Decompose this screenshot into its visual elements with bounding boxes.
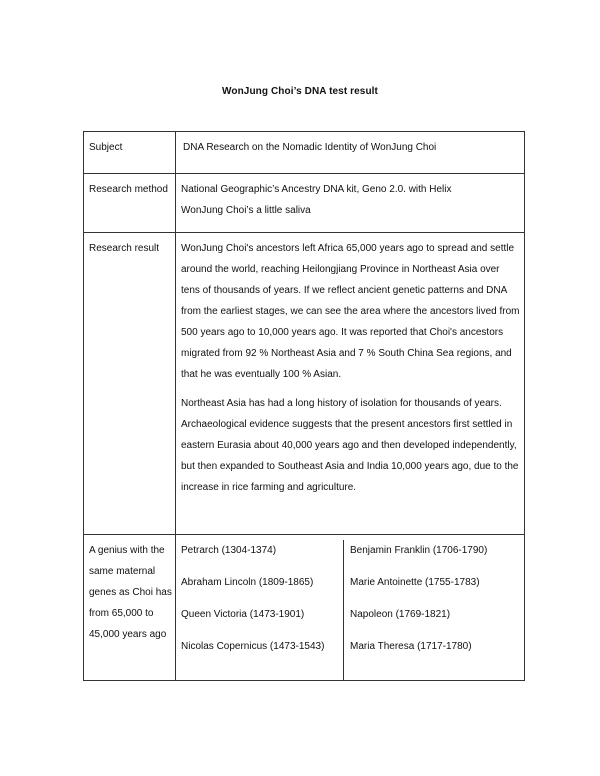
genius-column-right (344, 540, 524, 680)
genius-column-left (176, 540, 344, 680)
row-subject (84, 132, 525, 174)
document-title: WonJung Choi’s DNA test result (222, 86, 378, 97)
research-method-value (176, 174, 525, 233)
method-line-1: National Geographic’s Ancestry DNA kit, Geno 2.0. with Helix (181, 184, 452, 195)
genius-item: Benjamin Franklin (1706-1790) (350, 545, 488, 556)
genius-item: Maria Theresa (1717-1780) (350, 641, 472, 652)
genius-item: Abraham Lincoln (1809-1865) (181, 577, 314, 588)
genius-item: Marie Antoinette (1755-1783) (350, 577, 480, 588)
method-line-2: WonJung Choi’s a little saliva (181, 205, 311, 216)
dna-result-table (83, 131, 525, 681)
research-method-label: Research method (84, 174, 176, 233)
genius-label: A genius with the same maternal genes as Choi has from 65,000 to 45,000 years ago (84, 535, 176, 681)
result-paragraph-2: Northeast Asia has had a long history of isolation for thousands of years. Archaeological evidence suggests that the present ancestors first settled in eastern Eurasia about 40,000 years ago and then developed independently, but then expanded to Southeast Asia and India 10,000 years ago, due to the increase in rice farming and agriculture. (181, 398, 519, 493)
subject-label: Subject (84, 132, 176, 174)
genius-item: Queen Victoria (1473-1901) (181, 609, 305, 620)
genius-item: Nicolas Copernicus (1473-1543) (181, 641, 325, 652)
row-genius (84, 535, 525, 681)
subject-value (176, 132, 525, 174)
genius-item: Petrarch (1304-1374) (181, 545, 277, 556)
result-paragraph-1: WonJung Choi's ancestors left Africa 65,000 years ago to spread and settle around the world, reaching Heilongjiang Province in Northeast Asia over tens of thousands of years. If we reflect ancient genetic patterns and DNA from the earliest stages, we can see the area where the ancestors lived from 500 years ago to 10,000 years ago. It was reported that Choi's ancestors migrated from 92 % Northeast Asia and 7 % South China Sea regions, and that he was eventually 100 % Asian. (181, 243, 520, 380)
row-research-result (84, 233, 525, 535)
genius-list (176, 535, 525, 681)
research-result-value (176, 233, 525, 535)
genius-item: Napoleon (1769-1821) (350, 609, 451, 620)
research-result-label: Research result (84, 233, 176, 535)
subject-text: DNA Research on the Nomadic Identity of WonJung Choi (183, 142, 437, 153)
row-research-method (84, 174, 525, 233)
